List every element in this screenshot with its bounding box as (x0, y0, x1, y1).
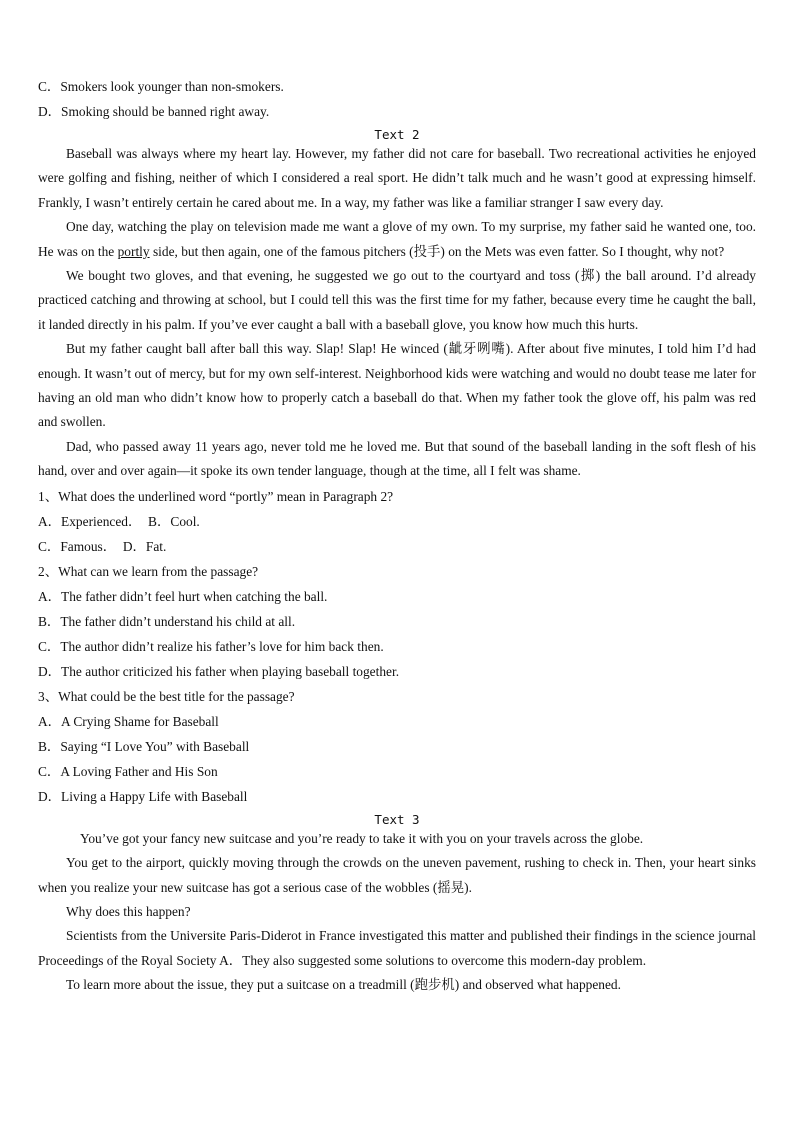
question-2-option-d: D．The author criticized his father when playing baseball together. (38, 663, 400, 679)
text2-paragraph-4: But my father caught ball after ball this way. Slap! Slap! He winced (龇牙咧嘴). After about five minutes, I told him I’d had enough. It wasn’t out of mercy, but for my own self-interest. Neighborhood kids were watching and would no doubt tease me later for having an old man who didn’t know how to properly catch a baseball do that. When my father took the glove off, his palm was red and swollen. (38, 341, 756, 430)
text1-option-c: C．Smokers look younger than non-smokers. (38, 79, 284, 94)
question-3-option-d: D．Living a Happy Life with Baseball (38, 788, 248, 804)
question-2-stem: 2、What can we learn from the passage? (38, 563, 259, 579)
text2-paragraph-1: Baseball was always where my heart lay. However, my father did not care for baseball. Two recreational activities he enjoyed were golfing and fishing, neither of which I considered a real sport. He didn’t talk much and he wasn’t good at expressing himself. Frankly, I wasn’t entirely certain he cared about me. In a way, my father was like a familiar stranger I saw every day. (38, 146, 756, 210)
question-3-stem: 3、What could be the best title for the passage? (38, 688, 295, 704)
text3-paragraph-2: You get to the airport, quickly moving through the crowds on the uneven pavement, rushing to check in. Then, your heart sinks when you realize your new suitcase has got a serious case of the wobbles (摇晃). (38, 855, 756, 895)
underlined-word-portly: portly (117, 243, 150, 259)
text3-paragraph-1: You’ve got your fancy new suitcase and you’re ready to take it with you on your travels across the globe. (80, 830, 644, 846)
question-1-stem: 1、What does the underlined word “portly” mean in Paragraph 2? (38, 488, 394, 504)
text2-p2-part-b: side, but then again, one of the famous pitchers (投手) on the Mets was even fatter. So I thought, why not? (149, 243, 725, 259)
text2-paragraph-2 (38, 215, 756, 264)
question-3-option-c: C．A Loving Father and His Son (38, 763, 218, 779)
text2-paragraph-3: We bought two gloves, and that evening, he suggested we go out to the courtyard and toss (掷) the ball around. I’d already practiced catching and throwing at school, but I could tell this was the first time for my father, because every time he caught the ball, it landed directly in his palm. If you’ve ever caught a ball with a baseball glove, you know how much this hurts. (38, 268, 756, 332)
text1-option-d: D．Smoking should be banned right away. (38, 104, 270, 119)
text3-paragraph-3: Why does this happen? (66, 903, 191, 919)
question-3-option-a: A．A Crying Shame for Baseball (38, 713, 219, 729)
text2-p2-part-a: One day, watching the play on television made me want a glove of my own. To my surprise, my father said he wanted one, too. He was on the (38, 219, 756, 259)
text3-paragraph-5: To learn more about the issue, they put a suitcase on a treadmill (跑步机) and observed what happened. (66, 977, 621, 993)
question-1-options-ab: A．Experienced． B．Cool. (38, 513, 200, 529)
question-3-option-b: B．Saying “I Love You” with Baseball (38, 738, 250, 754)
question-2-option-b: B．The father didn’t understand his child at all. (38, 613, 296, 629)
text2-paragraph-5: Dad, who passed away 11 years ago, never told me he loved me. But that sound of the baseball landing in the soft flesh of his hand, over and over again—it spoke its own tender language, though at the time, all I felt was shame. (38, 438, 756, 479)
text2-heading: Text 2 (374, 127, 420, 142)
question-2-option-c: C．The author didn’t realize his father’s love for him back then. (38, 638, 384, 654)
text3-paragraph-4: Scientists from the Universite Paris-Diderot in France investigated this matter and published their findings in the science journal Proceedings of the Royal Society A．They also suggested some solutions to overcome this modern-day problem. (38, 928, 756, 968)
question-2-option-a: A．The father didn’t feel hurt when catching the ball. (38, 588, 328, 604)
question-1-options-cd: C．Famous． D．Fat. (38, 538, 167, 554)
document-page (38, 74, 756, 998)
text3-heading: Text 3 (374, 811, 420, 827)
